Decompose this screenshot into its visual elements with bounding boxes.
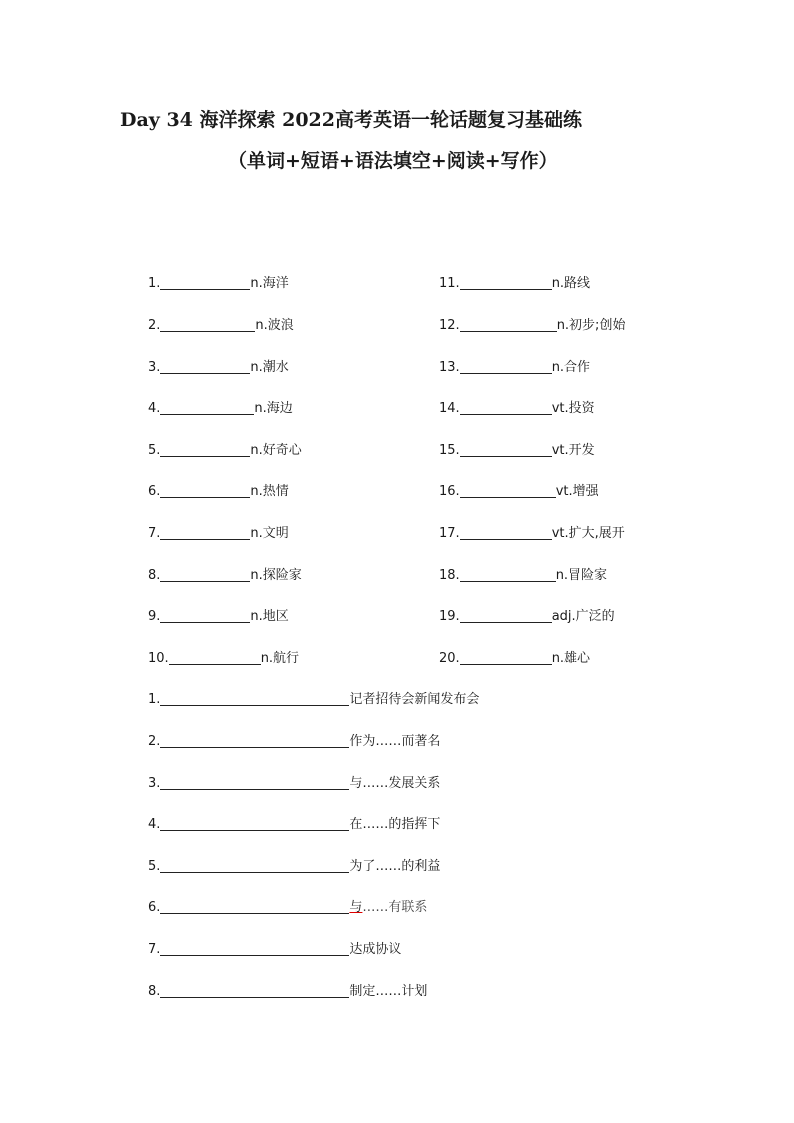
answer-blank[interactable] xyxy=(460,652,552,665)
item-meaning: 作为……而著名 xyxy=(349,734,441,749)
vocab-item xyxy=(439,443,595,459)
item-meaning: n.海边 xyxy=(254,401,293,416)
answer-blank[interactable] xyxy=(160,485,250,498)
item-number: 13. xyxy=(439,360,460,375)
item-number: 8. xyxy=(148,568,161,583)
answer-blank[interactable] xyxy=(460,402,552,415)
item-number: 7. xyxy=(148,942,161,957)
item-meaning: 达成协议 xyxy=(349,942,402,957)
answer-blank[interactable] xyxy=(160,943,349,956)
answer-blank[interactable] xyxy=(460,277,552,290)
answer-blank[interactable] xyxy=(460,527,552,540)
answer-blank[interactable] xyxy=(160,901,349,914)
item-meaning-part: 与 xyxy=(349,900,363,915)
item-meaning: n.好奇心 xyxy=(250,443,302,458)
item-meaning: vt.扩大,展开 xyxy=(551,526,625,541)
document-subtitle: （单词+短语+语法填空+阅读+写作） xyxy=(228,150,558,172)
item-number: 19. xyxy=(439,609,460,624)
answer-blank[interactable] xyxy=(460,319,557,332)
vocab-item xyxy=(439,276,590,292)
vocab-item xyxy=(148,568,302,584)
phrase-item xyxy=(148,734,440,750)
answer-blank[interactable] xyxy=(460,485,556,498)
item-number: 6. xyxy=(148,484,161,499)
item-meaning: vt.投资 xyxy=(551,401,595,416)
vocab-item xyxy=(148,484,289,500)
item-meaning: 制定……计划 xyxy=(349,984,428,999)
answer-blank[interactable] xyxy=(460,361,552,374)
answer-blank[interactable] xyxy=(460,569,556,582)
item-number: 15. xyxy=(439,443,460,458)
item-number: 1. xyxy=(148,692,161,707)
item-meaning: vt.增强 xyxy=(555,484,599,499)
item-meaning: 为了……的利益 xyxy=(349,859,441,874)
vocab-item xyxy=(148,651,299,667)
answer-blank[interactable] xyxy=(160,527,250,540)
item-meaning: n.初步;创始 xyxy=(556,318,626,333)
item-number: 1. xyxy=(148,276,161,291)
answer-blank[interactable] xyxy=(160,818,349,831)
item-number: 16. xyxy=(439,484,460,499)
item-meaning: n.路线 xyxy=(551,276,591,291)
vocab-item xyxy=(439,401,595,417)
item-number: 5. xyxy=(148,443,161,458)
vocab-item xyxy=(439,568,607,584)
item-meaning: n.潮水 xyxy=(250,360,289,375)
item-number: 4. xyxy=(148,401,161,416)
answer-blank[interactable] xyxy=(160,777,349,790)
item-number: 11. xyxy=(439,276,460,291)
answer-blank[interactable] xyxy=(160,985,349,998)
item-number: 20. xyxy=(439,651,460,666)
item-meaning: 记者招待会新闻发布会 xyxy=(349,692,480,707)
item-meaning: n.探险家 xyxy=(250,568,302,583)
answer-blank[interactable] xyxy=(160,569,250,582)
vocab-item xyxy=(148,443,302,459)
item-number: 9. xyxy=(148,609,161,624)
item-meaning-part: ……有联系 xyxy=(362,900,428,915)
answer-blank[interactable] xyxy=(160,444,250,457)
phrase-item xyxy=(148,817,440,833)
answer-blank[interactable] xyxy=(160,402,254,415)
item-meaning: vt.开发 xyxy=(551,443,595,458)
vocab-item xyxy=(148,526,289,542)
answer-blank[interactable] xyxy=(160,610,250,623)
vocab-item xyxy=(148,401,293,417)
item-meaning: n.合作 xyxy=(551,360,591,375)
vocab-item xyxy=(439,526,625,542)
item-number: 18. xyxy=(439,568,460,583)
vocab-item xyxy=(439,318,625,334)
phrase-item xyxy=(148,776,440,792)
item-meaning: n.文明 xyxy=(250,526,289,541)
item-number: 6. xyxy=(148,900,161,915)
vocab-item xyxy=(439,360,590,376)
item-meaning: 与……发展关系 xyxy=(349,776,441,791)
item-number: 8. xyxy=(148,984,161,999)
phrase-item xyxy=(148,900,427,916)
item-number: 5. xyxy=(148,859,161,874)
answer-blank[interactable] xyxy=(160,277,250,290)
vocab-item xyxy=(439,484,599,500)
vocab-item xyxy=(148,609,289,625)
item-number: 12. xyxy=(439,318,460,333)
vocab-item xyxy=(439,609,615,625)
item-meaning: n.海洋 xyxy=(250,276,289,291)
answer-blank[interactable] xyxy=(169,652,261,665)
phrase-item xyxy=(148,942,401,958)
item-meaning: n.冒险家 xyxy=(555,568,608,583)
item-number: 14. xyxy=(439,401,460,416)
item-number: 2. xyxy=(148,734,161,749)
item-meaning: n.热情 xyxy=(250,484,289,499)
item-number: 2. xyxy=(148,318,161,333)
item-number: 3. xyxy=(148,360,161,375)
vocab-item xyxy=(439,651,590,667)
item-number: 10. xyxy=(148,651,169,666)
vocab-item xyxy=(148,318,294,334)
vocab-item xyxy=(148,360,289,376)
item-meaning: adj.广泛的 xyxy=(551,609,615,624)
item-meaning: n.地区 xyxy=(250,609,289,624)
answer-blank[interactable] xyxy=(160,735,349,748)
document-title: Day 34 海洋探索 2022高考英语一轮话题复习基础练 xyxy=(120,109,582,131)
answer-blank[interactable] xyxy=(160,319,255,332)
item-meaning: n.雄心 xyxy=(551,651,591,666)
answer-blank[interactable] xyxy=(160,361,250,374)
item-number: 4. xyxy=(148,817,161,832)
item-number: 7. xyxy=(148,526,161,541)
vocab-item xyxy=(148,276,289,292)
item-meaning: 在……的指挥下 xyxy=(349,817,441,832)
item-meaning: n.波浪 xyxy=(255,318,294,333)
item-number: 17. xyxy=(439,526,460,541)
phrase-item xyxy=(148,859,440,875)
answer-blank[interactable] xyxy=(460,444,552,457)
phrase-item xyxy=(148,692,479,708)
item-number: 3. xyxy=(148,776,161,791)
answer-blank[interactable] xyxy=(160,693,349,706)
answer-blank[interactable] xyxy=(460,610,552,623)
phrase-item xyxy=(148,984,427,1000)
item-meaning: n.航行 xyxy=(260,651,300,666)
answer-blank[interactable] xyxy=(160,860,349,873)
